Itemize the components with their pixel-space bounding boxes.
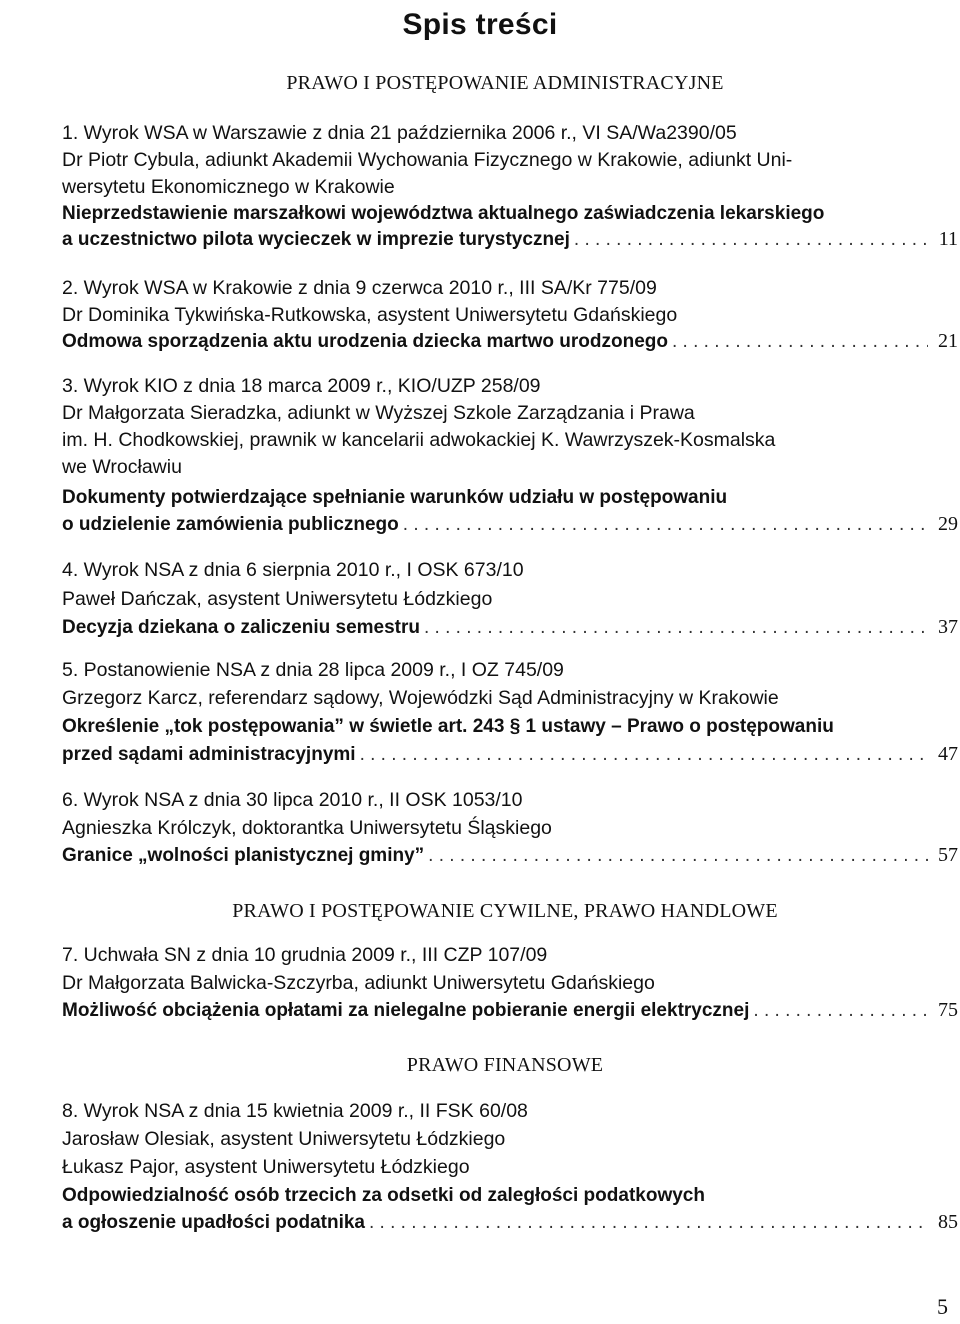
entry-7-ref: 7. Uchwała SN z dnia 10 grudnia 2009 r., III CZP 107/09: [62, 944, 548, 966]
leader-dots: [424, 617, 928, 639]
entry-6-toc-line[interactable]: [62, 844, 958, 870]
entry-1-title-last: a uczestnictwo pilota wycieczek w imprezie turystycznej: [62, 229, 570, 250]
entry-6-title-last: Granice „wolności planistycznej gminy”: [62, 845, 425, 866]
page-number: 5: [937, 1294, 948, 1319]
entry-2-toc-line[interactable]: [62, 330, 958, 356]
section-heading-administrative: PRAWO I POSTĘPOWANIE ADMINISTRACYJNE: [286, 72, 724, 94]
entry-8-author-line-2: Łukasz Pajor, asystent Uniwersytetu Łódzkiego: [62, 1156, 470, 1178]
entry-5-title-last: przed sądami administracyjnymi: [62, 744, 356, 765]
entry-3-author-line-3: we Wrocławiu: [62, 456, 182, 478]
entry-3-author-line-1: Dr Małgorzata Sieradzka, adiunkt w Wyższej Szkole Zarządzania i Prawa: [62, 402, 695, 424]
entry-5-page: 47: [938, 743, 958, 765]
entry-2-author-line-1: Dr Dominika Tykwińska-Rutkowska, asystent Uniwersytetu Gdańskiego: [62, 304, 678, 326]
leader-dots: [574, 229, 928, 251]
entry-3-title-last: o udzielenie zamówienia publicznego: [62, 514, 399, 535]
entry-1-title-line-1: Nieprzedstawienie marszałkowi województwa aktualnego zaświadczenia lekarskiego: [62, 203, 825, 224]
entry-3-page: 29: [938, 513, 958, 535]
entry-7-title-last: Możliwość obciążenia opłatami za nielegalne pobieranie energii elektrycznej: [62, 1000, 750, 1021]
entry-2-title-last: Odmowa sporządzenia aktu urodzenia dziecka martwo urodzonego: [62, 331, 668, 352]
leader-dots: [403, 514, 928, 536]
entry-1-author-line-2: wersytetu Ekonomicznego w Krakowie: [62, 176, 395, 198]
leader-dots: [672, 331, 928, 353]
entry-4-ref: 4. Wyrok NSA z dnia 6 sierpnia 2010 r., I OSK 673/10: [62, 559, 524, 581]
entry-8-ref: 8. Wyrok NSA z dnia 15 kwietnia 2009 r., II FSK 60/08: [62, 1100, 528, 1122]
section-heading-finance: PRAWO FINANSOWE: [406, 1054, 604, 1076]
entry-7-author-line-1: Dr Małgorzata Balwicka-Szczyrba, adiunkt Uniwersytetu Gdańskiego: [62, 972, 655, 994]
entry-5-toc-line[interactable]: [62, 743, 958, 769]
entry-4-title-last: Decyzja dziekana o zaliczeniu semestru: [62, 617, 420, 638]
entry-4-page: 37: [938, 616, 958, 638]
entry-1-author-line-1: Dr Piotr Cybula, adiunkt Akademii Wychowania Fizycznego w Krakowie, adiunkt Uni-: [62, 149, 793, 171]
leader-dots: [753, 1000, 928, 1022]
entry-8-toc-line[interactable]: [62, 1211, 958, 1237]
entry-6-ref: 6. Wyrok NSA z dnia 30 lipca 2010 r., II OSK 1053/10: [62, 789, 523, 811]
entry-7-page: 75: [938, 999, 958, 1021]
entry-8-title-line-1: Odpowiedzialność osób trzecich za odsetki od zaległości podatkowych: [62, 1185, 705, 1206]
entry-8-author-line-1: Jarosław Olesiak, asystent Uniwersytetu Łódzkiego: [62, 1128, 506, 1150]
entry-5-title-line-1: Określenie „tok postępowania” w świetle art. 243 § 1 ustawy – Prawo o postępowaniu: [62, 716, 834, 737]
entry-2-page: 21: [938, 330, 958, 352]
page-title: Spis treści: [402, 8, 558, 41]
entry-2-ref: 2. Wyrok WSA w Krakowie z dnia 9 czerwca 2010 r., III SA/Kr 775/09: [62, 277, 657, 299]
entry-3-author-line-2: im. H. Chodkowskiej, prawnik w kancelarii adwokackiej K. Wawrzyszek-Kosmalska: [62, 429, 776, 451]
leader-dots: [360, 744, 928, 766]
entry-8-page: 85: [938, 1211, 958, 1233]
leader-dots: [369, 1212, 928, 1234]
entry-1-toc-line[interactable]: [62, 228, 958, 254]
leader-dots: [428, 845, 928, 867]
entry-1-page: 11: [938, 228, 958, 250]
entry-4-author-line-1: Paweł Dańczak, asystent Uniwersytetu Łódzkiego: [62, 588, 493, 610]
entry-3-toc-line[interactable]: [62, 513, 958, 539]
entry-8-title-last: a ogłoszenie upadłości podatnika: [62, 1212, 365, 1233]
entry-5-ref: 5. Postanowienie NSA z dnia 28 lipca 2009 r., I OZ 745/09: [62, 659, 564, 681]
entry-7-toc-line[interactable]: [62, 999, 958, 1025]
entry-3-ref: 3. Wyrok KIO z dnia 18 marca 2009 r., KIO/UZP 258/09: [62, 375, 541, 397]
section-heading-civil: PRAWO I POSTĘPOWANIE CYWILNE, PRAWO HANDLOWE: [232, 900, 778, 922]
entry-6-page: 57: [938, 844, 958, 866]
entry-6-author-line-1: Agnieszka Królczyk, doktorantka Uniwersytetu Śląskiego: [62, 817, 552, 839]
entry-1-ref: 1. Wyrok WSA w Warszawie z dnia 21 października 2006 r., VI SA/Wa2390/05: [62, 122, 737, 144]
entry-4-toc-line[interactable]: [62, 616, 958, 642]
entry-5-author-line-1: Grzegorz Karcz, referendarz sądowy, Wojewódzki Sąd Administracyjny w Krakowie: [62, 687, 779, 709]
entry-3-title-line-1: Dokumenty potwierdzające spełnianie warunków udziału w postępowaniu: [62, 487, 728, 508]
